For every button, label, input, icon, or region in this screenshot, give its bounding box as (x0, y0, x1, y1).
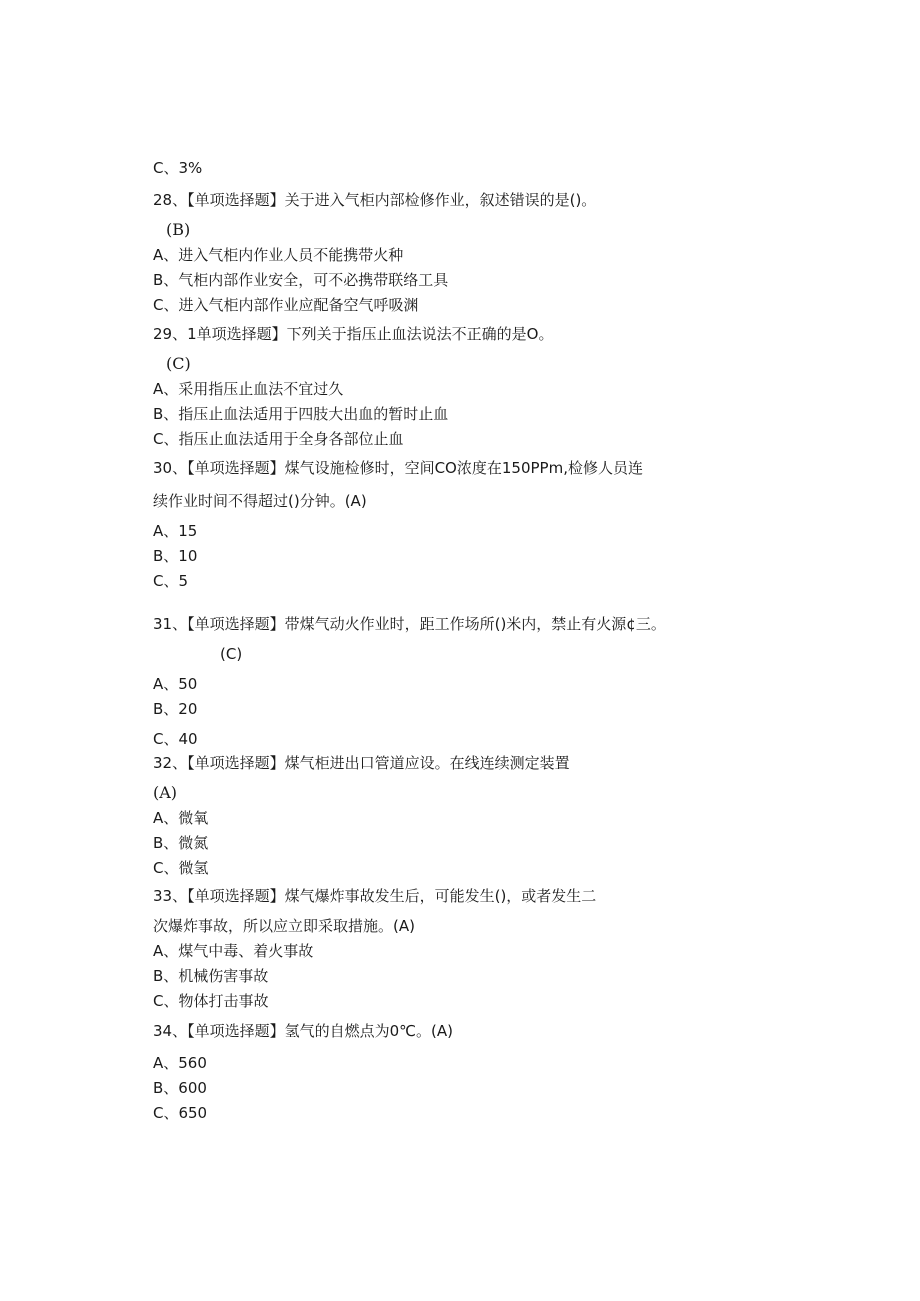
q32-option-c: C、微氢 (153, 859, 209, 877)
q29-question: 29、1单项选择题】下列关于指压止血法说法不正确的是O。 (153, 325, 554, 343)
q31-option-b: B、20 (153, 700, 198, 718)
q31-option-c: C、40 (153, 730, 198, 748)
q34-option-b: B、600 (153, 1079, 207, 1097)
q28-option-c: C、进入气柜内部作业应配备空气呼吸渊 (153, 296, 419, 314)
q29-option-a: A、采用指压止血法不宜过久 (153, 380, 344, 398)
q32-question: 32、【单项选择题】煤气柜进出口管道应设。在线连续测定装置 (153, 754, 570, 772)
q34-option-a: A、560 (153, 1054, 207, 1072)
q33-option-b: B、机械伤害事故 (153, 967, 269, 985)
q28-option-a: A、进入气柜内作业人员不能携带火种 (153, 246, 404, 264)
q33-question-line2: 次爆炸事故，所以应立即采取措施。(A) (153, 917, 415, 935)
q34-question: 34、【单项选择题】氢气的自燃点为0℃。(A) (153, 1022, 453, 1040)
q32-option-a: A、微氧 (153, 809, 209, 827)
q31-answer: (C) (220, 645, 243, 663)
q27-option-c: C、3% (153, 159, 203, 177)
q31-question: 31、【单项选择题】带煤气动火作业时，距工作场所()米内，禁止有火源¢三。 (153, 615, 666, 633)
q30-option-a: A、15 (153, 522, 198, 540)
q30-question-line2: 续作业时间不得超过()分钟。(A) (153, 492, 367, 510)
q29-option-b: B、指压止血法适用于四肢大出血的暂时止血 (153, 405, 449, 423)
q33-option-a: A、煤气中毒、着火事故 (153, 942, 314, 960)
q28-option-b: B、气柜内部作业安全，可不必携带联络工具 (153, 271, 449, 289)
q29-answer: (C) (166, 354, 191, 373)
q30-question-line1: 30、【单项选择题】煤气设施检修时，空间CO浓度在150PPm,检修人员连 (153, 459, 643, 477)
q33-question-line1: 33、【单项选择题】煤气爆炸事故发生后，可能发生()，或者发生二 (153, 887, 597, 905)
q31-option-a: A、50 (153, 675, 198, 693)
q28-question: 28、【单项选择题】关于进入气柜内部检修作业，叙述错误的是()。 (153, 191, 597, 209)
q32-answer: (A) (153, 783, 178, 802)
q30-option-c: C、5 (153, 572, 189, 590)
q30-option-b: B、10 (153, 547, 198, 565)
q28-answer: (B) (166, 220, 191, 239)
q29-option-c: C、指压止血法适用于全身各部位止血 (153, 430, 404, 448)
q34-option-c: C、650 (153, 1104, 208, 1122)
q32-option-b: B、微氮 (153, 834, 209, 852)
q33-option-c: C、物体打击事故 (153, 992, 269, 1010)
